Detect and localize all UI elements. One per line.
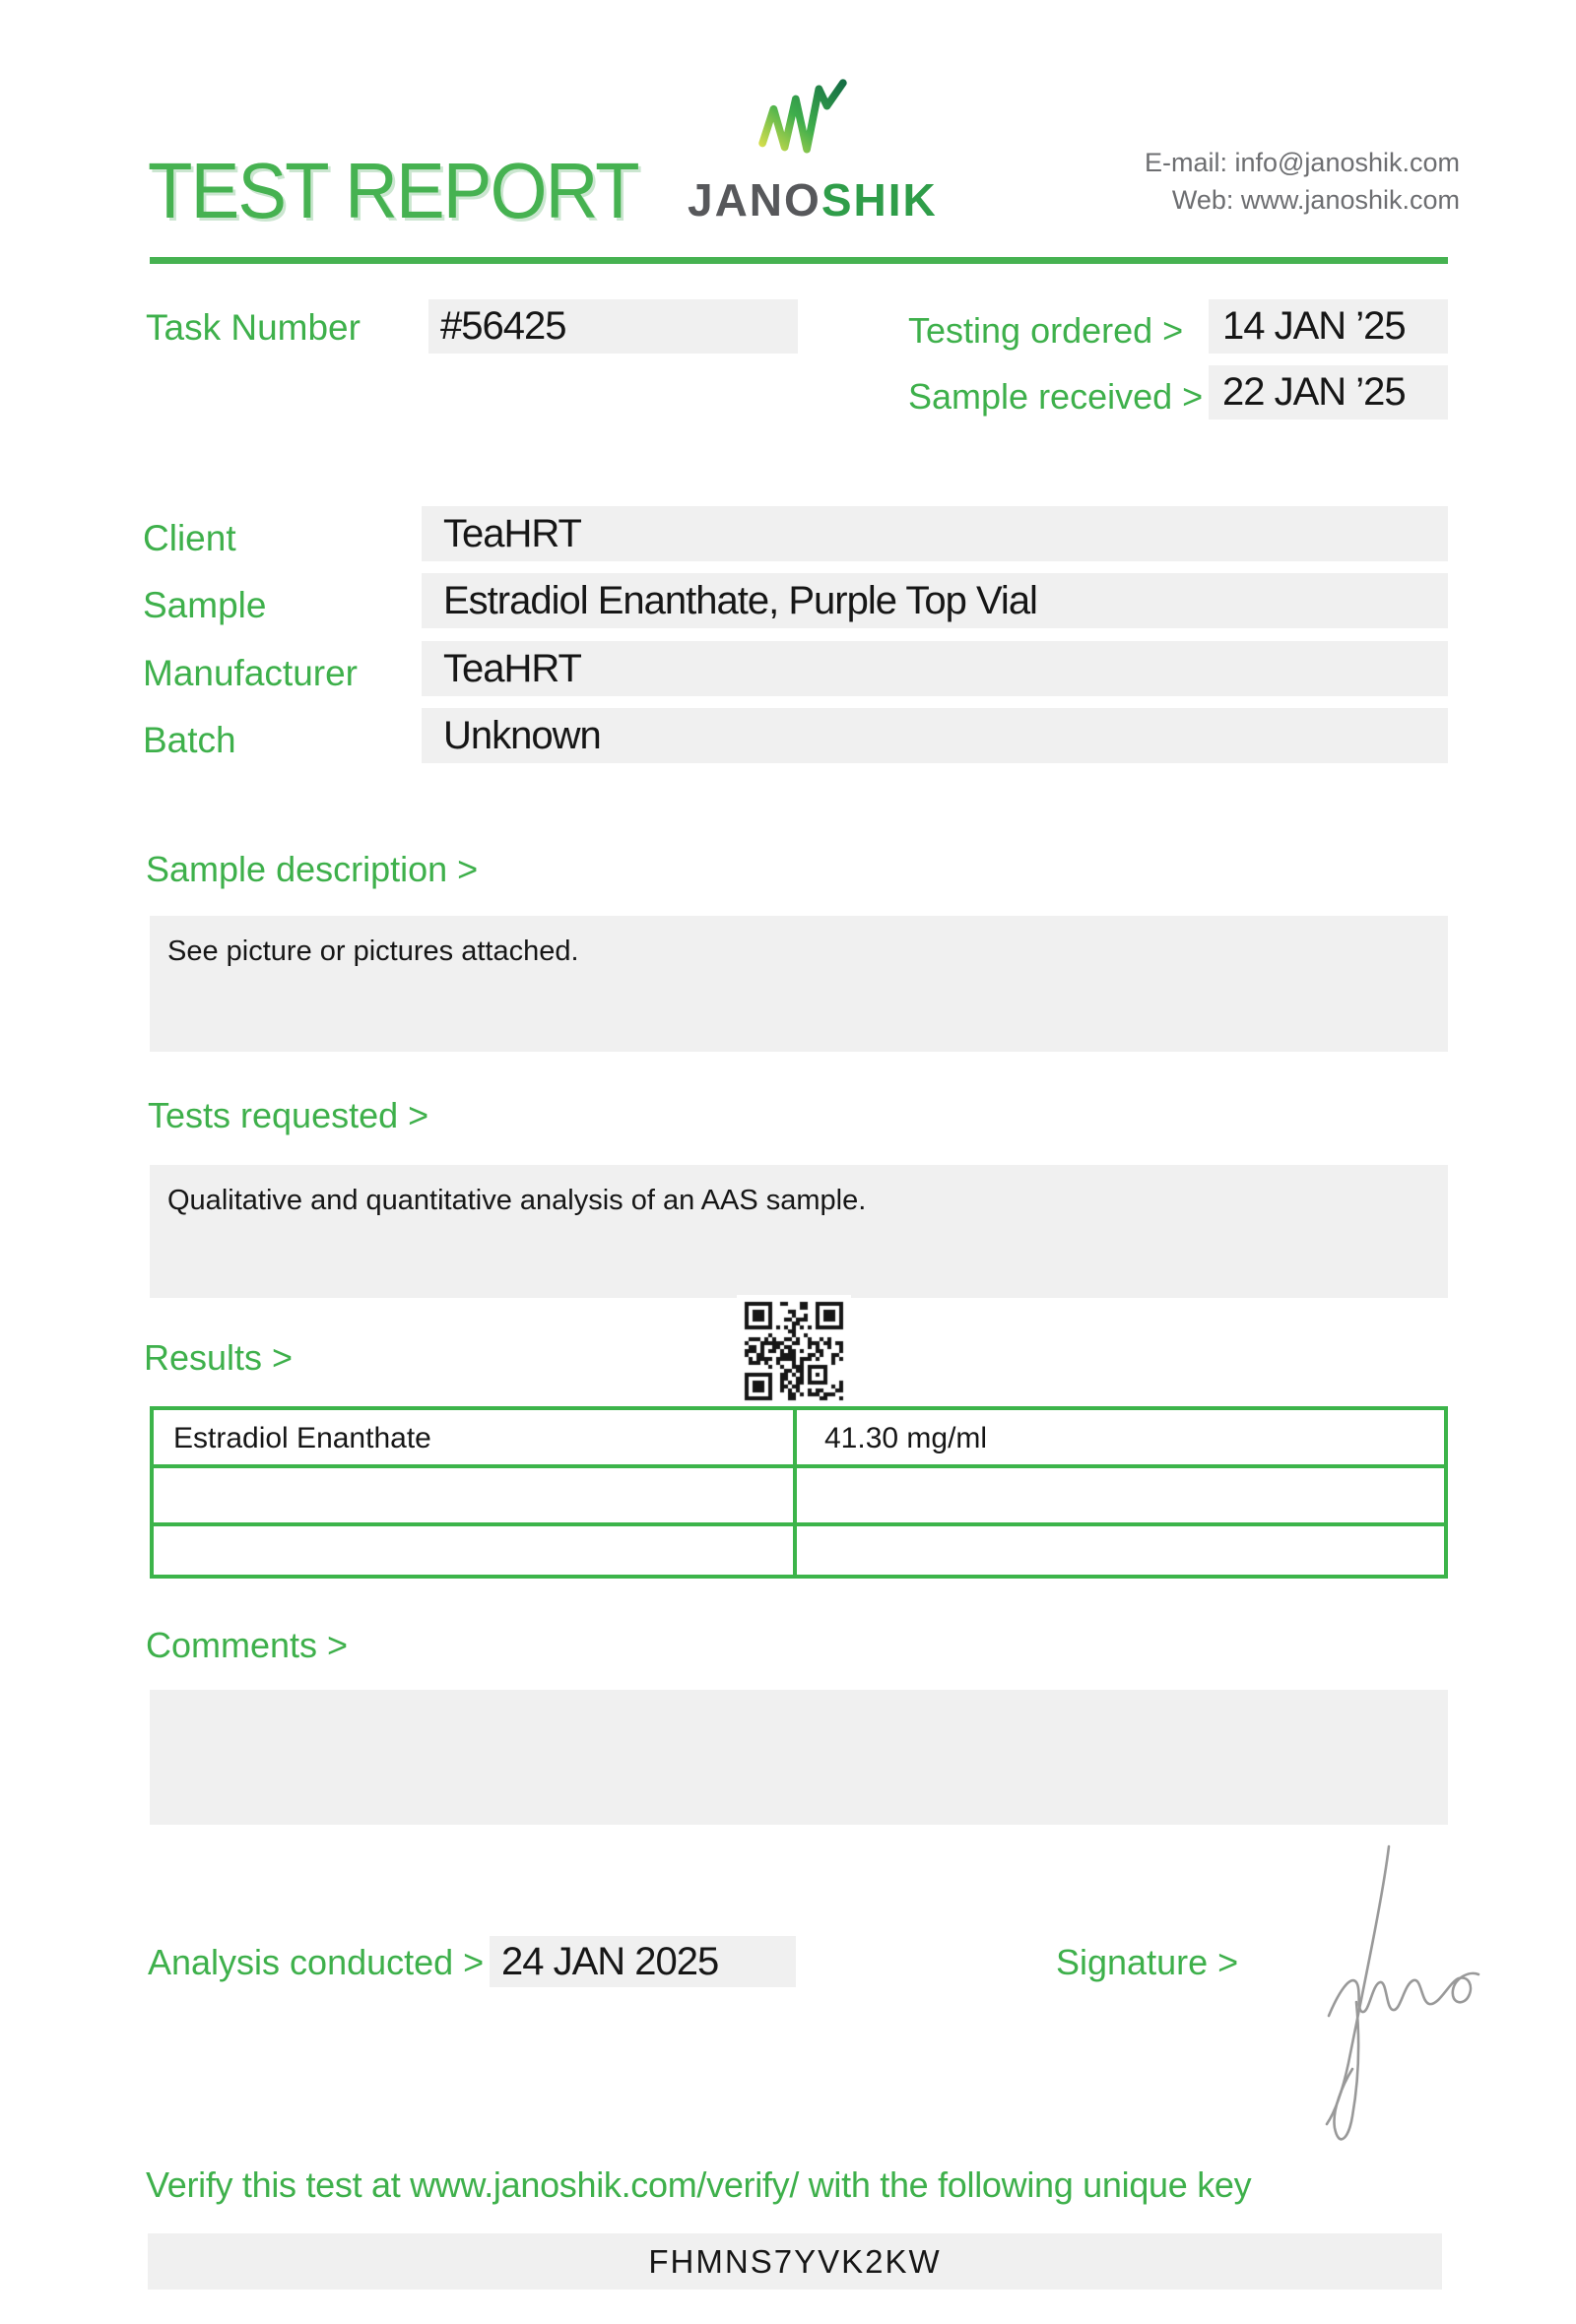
task-number-value: #56425	[428, 299, 798, 354]
analysis-conducted-label: Analysis conducted >	[148, 1942, 485, 1982]
substance-cell	[154, 1468, 793, 1524]
header-divider	[150, 257, 1448, 264]
tests-requested-box	[150, 1165, 1448, 1298]
table-row	[154, 1468, 1444, 1524]
contact-info	[1024, 144, 1460, 219]
task-number-label: Task Number	[146, 307, 361, 348]
results-title: Results >	[144, 1337, 294, 1378]
result-cell	[797, 1468, 1444, 1524]
testing-ordered-value: 14 JAN ’25	[1209, 299, 1448, 354]
logo-wordmark	[688, 173, 938, 226]
table-row	[154, 1526, 1444, 1582]
batch-label: Batch	[143, 720, 236, 760]
contact-web-line	[1024, 181, 1460, 219]
sample-value: Estradiol Enanthate, Purple Top Vial	[422, 573, 1448, 628]
verify-key-box	[148, 2233, 1442, 2290]
tests-requested-title: Tests requested >	[148, 1095, 429, 1135]
verify-text: Verify this test at www.janoshik.com/verify/ with the following unique key	[146, 2164, 1252, 2205]
logo-jano: JANO	[688, 174, 821, 226]
contact-email-line	[1024, 144, 1460, 181]
substance-cell: Estradiol Enanthate	[173, 1421, 431, 1454]
sample-received-label: Sample received >	[908, 376, 1204, 417]
email-label: E-mail:	[1144, 148, 1227, 177]
page-title: TEST REPORT	[148, 147, 638, 234]
testing-ordered-label: Testing ordered >	[908, 310, 1184, 351]
logo-shik: SHIK	[821, 174, 938, 226]
sample-description-box	[150, 916, 1448, 1052]
manufacturer-label: Manufacturer	[143, 653, 358, 693]
tests-requested-text: Qualitative and quantitative analysis of an AAS sample.	[167, 1185, 867, 1216]
table-column-divider	[793, 1410, 797, 1575]
comments-title: Comments >	[146, 1625, 349, 1665]
substance-cell	[154, 1526, 793, 1582]
client-value: TeaHRT	[422, 506, 1448, 561]
web-label: Web:	[1171, 185, 1234, 215]
web-value: www.janoshik.com	[1240, 185, 1460, 215]
results-table	[150, 1406, 1448, 1579]
sample-description-title: Sample description >	[146, 849, 479, 889]
client-label: Client	[143, 518, 236, 558]
signature-label: Signature >	[1056, 1942, 1239, 1982]
email-value: info@janoshik.com	[1234, 148, 1460, 177]
result-cell	[797, 1526, 1444, 1582]
sample-received-value: 22 JAN ’25	[1209, 365, 1448, 420]
sample-description-text: See picture or pictures attached.	[167, 936, 579, 967]
chart-growth-icon	[756, 79, 849, 163]
manufacturer-value: TeaHRT	[422, 641, 1448, 696]
result-cell: 41.30 mg/ml	[824, 1421, 988, 1454]
signature-image	[1266, 1837, 1482, 2152]
sample-label: Sample	[143, 585, 267, 625]
batch-value: Unknown	[422, 708, 1448, 763]
qr-code	[737, 1295, 851, 1407]
analysis-date-value: 24 JAN 2025	[490, 1936, 796, 1987]
comments-box	[150, 1690, 1448, 1825]
table-row	[154, 1410, 1444, 1466]
verify-key: FHMNS7YVK2KW	[648, 2242, 942, 2280]
